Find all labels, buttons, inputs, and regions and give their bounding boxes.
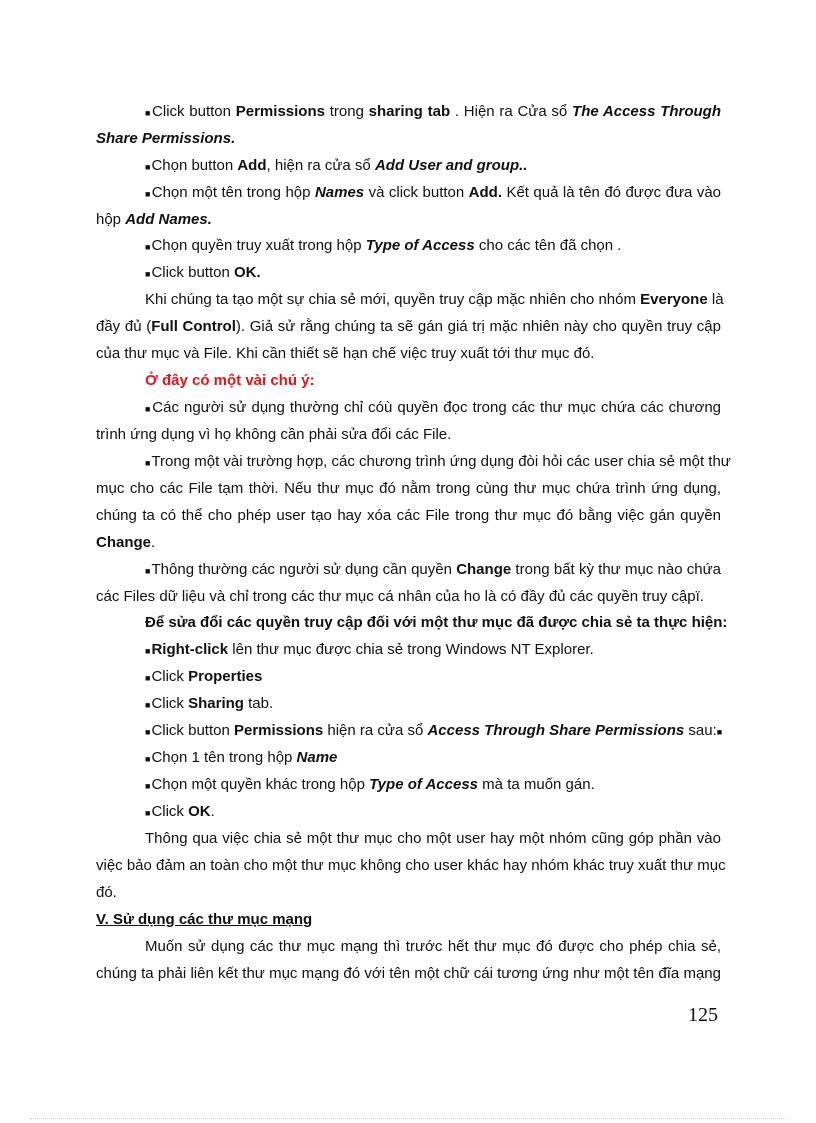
text-line bbox=[145, 829, 721, 849]
text-run: Click bbox=[151, 668, 189, 685]
text-run: Kết quả là tên đó được đưa vào bbox=[502, 184, 722, 201]
text-line bbox=[96, 964, 721, 984]
bullet-icon: ■ bbox=[145, 646, 151, 656]
text-run: mà ta muốn gán. bbox=[478, 776, 595, 793]
text-run: Click bbox=[151, 695, 189, 712]
bold-run: Để sửa đổi các quyền truy cập đối với một thư mục đã được chia sẻ ta thực hiện: bbox=[145, 614, 728, 631]
text-line bbox=[145, 937, 721, 957]
text-line bbox=[145, 102, 721, 123]
text-run: Khi chúng ta tạo một sự chia sẻ mới, quyền truy cập mặc nhiên cho nhóm bbox=[145, 291, 641, 308]
bullet-icon: ■ bbox=[145, 781, 151, 791]
text-run: sau: bbox=[684, 722, 717, 739]
text-line bbox=[145, 156, 721, 177]
bullet-icon: ■ bbox=[145, 458, 151, 468]
bullet-icon: ■ bbox=[145, 754, 151, 764]
bullet-icon: ■ bbox=[716, 727, 723, 737]
text-run: chúng ta phải liên kết thư mục mạng đó với tên một chữ cái tương ứng như một tên đĩa mạng bbox=[96, 965, 721, 982]
footer-divider bbox=[30, 1118, 786, 1119]
text-run: Click button bbox=[151, 722, 234, 739]
text-line bbox=[96, 856, 726, 876]
text-run: Trong một vài trường hợp, các chương trình ứng dụng đòi hỏi các user chia sẻ một thư bbox=[151, 453, 731, 470]
text-run: Thông thường các người sử dụng cần quyền bbox=[151, 561, 457, 578]
bullet-icon: ■ bbox=[145, 269, 151, 279]
text-run: mục cho các File tạm thời. Nếu thư mục đó nằm trong cùng thư mục chứa trình ứng dụng, bbox=[96, 480, 721, 497]
text-run: ). Giả sử rằng chúng ta sẽ gán giá trị mặc nhiên này cho quyền truy cập bbox=[235, 318, 721, 335]
text-run: Chọn quyền truy xuất trong hộp bbox=[151, 237, 366, 254]
text-line bbox=[96, 129, 721, 149]
text-run: việc bảo đảm an toàn cho một thư mục không cho user khác hay nhóm khác truy xuất thư mục bbox=[96, 857, 726, 874]
bold-run: OK bbox=[188, 803, 211, 820]
text-run: Chọn 1 tên trong hộp bbox=[151, 749, 297, 766]
bold-run: Change bbox=[456, 561, 512, 578]
text-line bbox=[145, 452, 731, 473]
page-number: 125 bbox=[688, 1004, 718, 1026]
bullet-icon: ■ bbox=[145, 700, 151, 710]
text-run: Click button bbox=[151, 264, 234, 281]
bold-run: Full Control bbox=[151, 318, 236, 335]
text-line bbox=[145, 775, 721, 796]
text-line bbox=[96, 506, 721, 526]
text-run: . bbox=[210, 803, 215, 820]
text-line bbox=[96, 533, 721, 553]
text-line bbox=[145, 802, 721, 823]
text-run: đó. bbox=[96, 884, 117, 901]
text-run: đầy đủ ( bbox=[96, 318, 152, 335]
text-run: và click button bbox=[364, 184, 469, 201]
text-run: hiện ra cửa sổ bbox=[323, 722, 428, 739]
red-heading-run: Ở đây có một vài chú ý: bbox=[145, 372, 315, 389]
bold-run: Right-click bbox=[151, 641, 229, 658]
text-run: là bbox=[707, 291, 724, 308]
text-line bbox=[96, 883, 721, 903]
bold-italic-run: The Access Through bbox=[572, 103, 722, 120]
bold-run: Properties bbox=[188, 668, 263, 685]
text-run: tab. bbox=[243, 695, 274, 712]
text-run: Chọn button bbox=[151, 157, 238, 174]
text-line bbox=[145, 263, 721, 284]
text-run: lên thư mục được chia sẻ trong Windows NT Explorer. bbox=[228, 641, 594, 658]
bold-italic-run: Names bbox=[314, 184, 365, 201]
text-line bbox=[145, 667, 721, 688]
text-run: trong bất kỳ thư mục nào chứa bbox=[511, 561, 722, 578]
text-line bbox=[96, 210, 721, 230]
text-run: chúng ta có thể cho phép user tạo hay xóa các File trong thư mục đó bằng việc gán quyền bbox=[96, 507, 721, 524]
bullet-icon: ■ bbox=[145, 189, 151, 199]
bold-italic-run: Type of Access bbox=[365, 237, 475, 254]
text-run: trình ứng dụng vì họ không cần phải sửa đổi các File. bbox=[96, 426, 452, 443]
text-run: các Files dữ liệu và chỉ trong các thư mục cá nhân của ho là có đầy đủ các quyền truy cậpï. bbox=[96, 588, 704, 605]
text-run: của thư mục và File. Khi cần thiết sẽ hạn chế việc truy xuất tới thư mục đó. bbox=[96, 345, 595, 362]
bullet-icon: ■ bbox=[145, 727, 151, 737]
text-run: Chọn một quyền khác trong hộp bbox=[151, 776, 370, 793]
note-heading bbox=[145, 371, 721, 391]
text-run: . Hiện ra Cửa sổ bbox=[450, 103, 573, 120]
bullet-icon: ■ bbox=[145, 242, 151, 252]
text-run: Thông qua việc chia sẻ một thư mục cho một user hay một nhóm cũng góp phần vào bbox=[145, 830, 721, 847]
bold-run: Sharing bbox=[188, 695, 244, 712]
bullet-icon: ■ bbox=[145, 404, 152, 414]
bold-italic-run: Access Through Share Permissions bbox=[427, 722, 685, 739]
bold-run: Add. bbox=[468, 184, 502, 201]
bullet-icon: ■ bbox=[145, 808, 151, 818]
bullet-icon: ■ bbox=[145, 566, 151, 576]
text-line bbox=[145, 290, 724, 310]
text-line bbox=[145, 236, 721, 257]
text-line bbox=[145, 398, 721, 419]
bullet-icon: ■ bbox=[145, 673, 151, 683]
bold-run: Permissions bbox=[233, 722, 324, 739]
text-line bbox=[145, 721, 721, 742]
bold-run: Change bbox=[96, 534, 152, 551]
text-line bbox=[145, 748, 721, 769]
text-line bbox=[96, 344, 721, 364]
text-run: Click bbox=[151, 803, 189, 820]
text-run: hộp bbox=[96, 211, 126, 228]
text-line bbox=[96, 479, 721, 499]
bold-italic-run: Share Permissions. bbox=[96, 130, 236, 147]
text-run: cho các tên đã chọn . bbox=[474, 237, 622, 254]
text-line bbox=[145, 183, 721, 204]
text-run: Muốn sử dụng các thư mục mạng thì trước hết thư mục đó được cho phép chia sẻ, bbox=[145, 938, 721, 955]
text-line bbox=[145, 640, 721, 661]
section-title bbox=[96, 910, 721, 930]
text-run: Các người sử dụng thường chỉ cóù quyền đọc trong các thư mục chứa các chương bbox=[152, 399, 722, 416]
bold-italic-run: Add Names. bbox=[125, 211, 212, 228]
text-line bbox=[145, 694, 721, 715]
text-line bbox=[145, 560, 721, 581]
bold-italic-run: Name bbox=[296, 749, 338, 766]
section-heading bbox=[145, 613, 728, 633]
underlined-heading-run: V. Sử dụng các thư mục mạng bbox=[96, 911, 313, 928]
text-run: trong bbox=[324, 103, 369, 120]
bold-run: Everyone bbox=[640, 291, 708, 308]
text-line bbox=[96, 317, 721, 337]
bullet-icon: ■ bbox=[145, 108, 152, 118]
text-line bbox=[96, 587, 721, 607]
bullet-icon: ■ bbox=[145, 162, 151, 172]
bold-run: OK. bbox=[233, 264, 261, 281]
text-run: . bbox=[151, 534, 156, 551]
bold-italic-run: Add User and group.. bbox=[374, 157, 528, 174]
text-run: Chọn một tên trong hộp bbox=[151, 184, 315, 201]
bold-run: Permissions bbox=[235, 103, 325, 120]
text-run: Click button bbox=[152, 103, 236, 120]
bold-italic-run: Type of Access bbox=[369, 776, 479, 793]
bold-run: Add bbox=[237, 157, 267, 174]
text-line bbox=[96, 425, 721, 445]
bold-run: sharing tab bbox=[368, 103, 451, 120]
text-run: , hiện ra cửa sổ bbox=[266, 157, 375, 174]
